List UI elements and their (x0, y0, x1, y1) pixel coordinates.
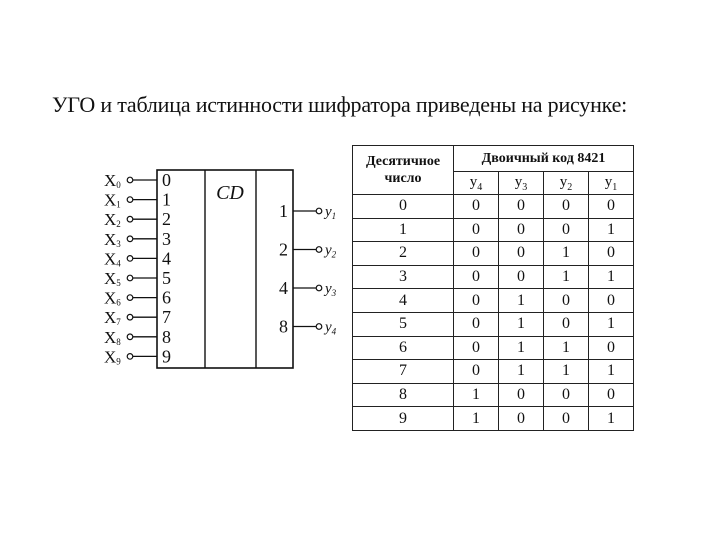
output-terminal (316, 208, 322, 214)
output-label: $y_2$ (325, 242, 337, 260)
table-row (353, 383, 634, 407)
input-label-sub: 3 (116, 238, 121, 249)
input-pin-number: 8 (162, 326, 171, 347)
input-terminal (127, 236, 133, 242)
input-label-sub: 8 (116, 336, 121, 347)
bit-header-label: $y_1$ (604, 173, 618, 193)
bit-header-label: $y_4$ (469, 173, 483, 193)
table-row (353, 265, 634, 289)
decimal-cell: 5 (353, 312, 454, 336)
input-label: X0 (104, 171, 121, 190)
output-terminal (316, 285, 322, 291)
input-label: X4 (104, 249, 121, 269)
input-pin-number: 3 (162, 228, 171, 249)
bit-cell: 0 (544, 195, 589, 219)
input-label-sub: 5 (116, 278, 121, 288)
input-terminal (127, 295, 133, 301)
input-x1 (104, 190, 171, 210)
output-label: $y_4$ (325, 319, 337, 337)
decimal-cell: 3 (353, 265, 454, 289)
bit-cell: 1 (589, 312, 634, 336)
table-row (353, 289, 634, 313)
input-terminal (127, 177, 133, 183)
bit-cell: 0 (544, 407, 589, 431)
input-x9 (104, 346, 171, 366)
bit-cell: 0 (454, 336, 499, 360)
input-pin-number: 6 (162, 287, 171, 308)
input-label: X2 (104, 210, 121, 230)
bit-cell: 0 (544, 218, 589, 242)
input-label-sub: 7 (116, 317, 121, 328)
bit-cell: 1 (499, 336, 544, 360)
bit-cell: 0 (454, 360, 499, 384)
bit-cell: 1 (589, 265, 634, 289)
table-row (353, 195, 634, 219)
bit-header-sub: 1 (612, 181, 618, 193)
input-x6 (104, 288, 171, 308)
heading: УГО и таблица истинности шифратора приведены на рисунке: (52, 92, 628, 117)
bit-cell: 0 (499, 265, 544, 289)
bit-cell: 0 (454, 265, 499, 289)
input-pin-number: 4 (162, 248, 171, 269)
bit-cell: 1 (544, 265, 589, 289)
decimal-cell: 8 (353, 383, 454, 407)
bit-cell: 1 (454, 383, 499, 407)
input-label: X1 (104, 190, 121, 210)
bit-cell: 1 (499, 360, 544, 384)
input-x4 (104, 248, 171, 268)
input-pin-number: 2 (162, 209, 171, 230)
decimal-cell: 1 (353, 218, 454, 242)
output-pin-number: 8 (279, 316, 288, 337)
truth-table (352, 145, 634, 431)
table-row (353, 218, 634, 242)
input-terminal (127, 216, 133, 222)
bit-cell: 1 (589, 407, 634, 431)
bit-cell: 1 (499, 312, 544, 336)
input-label: X7 (104, 308, 121, 328)
output-terminal (316, 324, 322, 330)
output-terminal (316, 247, 322, 253)
decimal-cell: 9 (353, 407, 454, 431)
bit-cell: 0 (499, 242, 544, 266)
input-label: X3 (104, 229, 121, 249)
input-x3 (104, 229, 171, 249)
bit-header-sub: 2 (567, 181, 573, 193)
bit-cell: 1 (544, 360, 589, 384)
decimal-cell: 7 (353, 360, 454, 384)
bit-cell: 0 (499, 195, 544, 219)
bit-cell: 0 (499, 407, 544, 431)
bit-header-label: $y_3$ (514, 173, 528, 193)
bit-cell: 0 (454, 242, 499, 266)
decimal-cell: 2 (353, 242, 454, 266)
output-label-sub: 4 (331, 326, 337, 337)
bit-header-y1 (589, 172, 634, 195)
bit-cell: 0 (544, 312, 589, 336)
input-x5 (104, 268, 171, 288)
bit-header-sub: 4 (477, 181, 483, 193)
output-label: $y_1$ (325, 204, 337, 221)
table-row (353, 360, 634, 384)
bit-cell: 0 (589, 289, 634, 313)
table-row (353, 312, 634, 336)
input-label: X8 (104, 327, 121, 347)
output-label-sub: 2 (331, 249, 337, 260)
output-y4 (279, 317, 337, 337)
bit-cell: 1 (589, 218, 634, 242)
input-label-sub: 1 (116, 199, 121, 210)
table-row (353, 242, 634, 266)
bit-header-y3 (499, 172, 544, 195)
input-x7 (104, 307, 171, 327)
input-pin-number: 1 (162, 189, 171, 210)
input-label-sub: 2 (116, 219, 121, 230)
bit-cell: 0 (544, 289, 589, 313)
bit-cell: 0 (454, 218, 499, 242)
input-terminal (127, 197, 133, 203)
table-row (353, 407, 634, 431)
table-row (353, 336, 634, 360)
input-pin-number: 7 (162, 307, 171, 328)
bit-cell: 1 (544, 242, 589, 266)
binary-code-header: Двоичный код 8421 (454, 146, 634, 172)
bit-cell: 0 (454, 312, 499, 336)
output-pin-number: 2 (279, 239, 288, 260)
output-pin-number: 4 (279, 278, 288, 298)
output-label-sub: 1 (331, 211, 337, 221)
bit-cell: 0 (589, 242, 634, 266)
decimal-cell: 0 (353, 195, 454, 219)
input-terminal (127, 256, 133, 262)
bit-cell: 0 (589, 195, 634, 219)
output-y3 (279, 278, 337, 298)
bit-header-y2 (544, 172, 589, 195)
input-label-sub: 0 (116, 180, 121, 190)
input-pin-number: 5 (162, 268, 171, 288)
input-label-sub: 6 (116, 297, 121, 308)
input-terminal (127, 314, 133, 320)
input-pin-number: 0 (162, 170, 171, 190)
input-x8 (104, 327, 171, 347)
block-label: CD (216, 182, 244, 204)
output-y1 (279, 201, 336, 221)
bit-cell: 0 (454, 289, 499, 313)
input-x2 (104, 209, 171, 229)
bit-cell: 1 (589, 360, 634, 384)
input-label-sub: 4 (116, 258, 121, 269)
bit-cell: 0 (499, 218, 544, 242)
bit-header-label: $y_2$ (559, 173, 573, 193)
decimal-cell: 6 (353, 336, 454, 360)
input-label: X6 (104, 288, 121, 308)
decimal-cell: 4 (353, 289, 454, 313)
output-label-sub: 3 (331, 288, 337, 298)
decimal-header-line1: Десятичное (365, 154, 441, 169)
bit-cell: 0 (589, 336, 634, 360)
input-label: X9 (104, 347, 121, 367)
input-terminal (127, 275, 133, 281)
bit-header-sub: 3 (522, 181, 528, 193)
bit-cell: 0 (544, 383, 589, 407)
input-x0 (104, 170, 171, 190)
input-label: X5 (104, 269, 121, 288)
input-label-sub: 9 (116, 356, 121, 367)
bit-cell: 0 (589, 383, 634, 407)
decimal-header (353, 146, 454, 195)
bit-cell: 1 (499, 289, 544, 313)
bit-header-y4 (454, 172, 499, 195)
input-pin-number: 9 (162, 346, 171, 367)
output-y2 (279, 240, 337, 260)
bit-cell: 0 (454, 195, 499, 219)
output-pin-number: 1 (279, 201, 288, 221)
input-terminal (127, 334, 133, 340)
bit-cell: 1 (454, 407, 499, 431)
input-terminal (127, 354, 133, 360)
decimal-header-line2: число (384, 171, 422, 186)
output-label: $y_3$ (325, 281, 337, 298)
bit-cell: 1 (544, 336, 589, 360)
bit-cell: 0 (499, 383, 544, 407)
